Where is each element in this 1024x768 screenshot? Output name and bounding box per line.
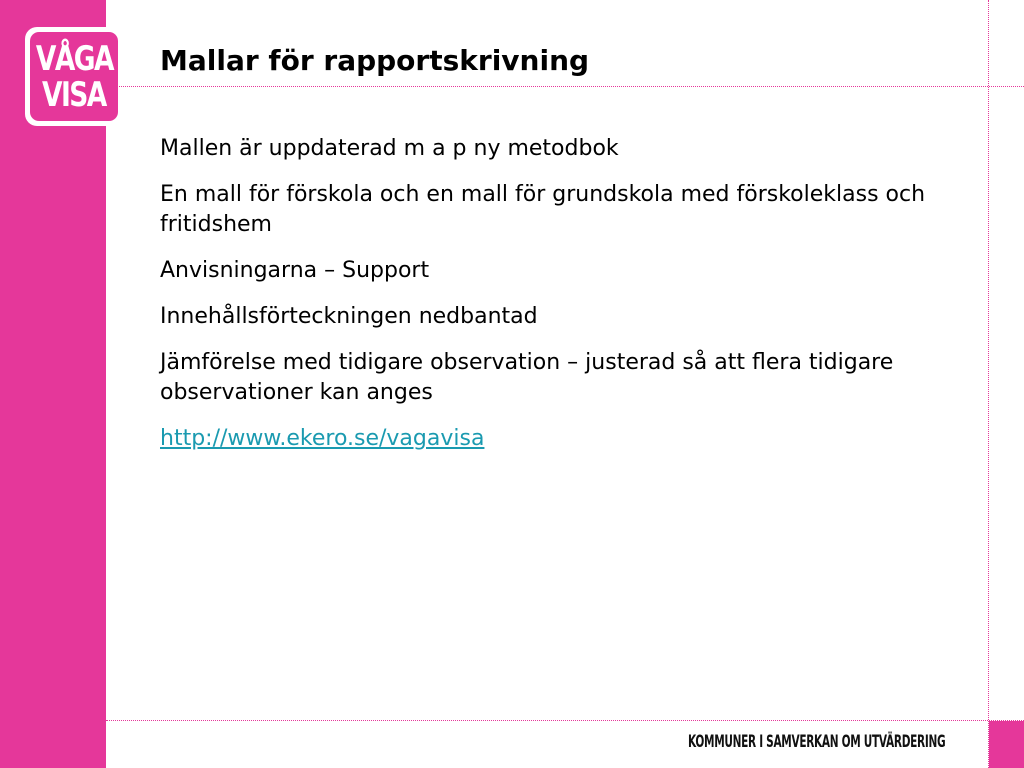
logo-line-1: VÅGA xyxy=(35,38,113,79)
link-paragraph xyxy=(160,424,950,454)
bullet-text: Mallen är uppdaterad m a p ny metodbok xyxy=(160,136,619,161)
top-divider xyxy=(106,86,1024,87)
slide-body xyxy=(160,134,950,470)
bullet-text: Anvisningarna – Support xyxy=(160,258,430,283)
vaga-visa-logo xyxy=(25,27,123,126)
vagavisa-link[interactable]: http://www.ekero.se/vagavisa xyxy=(160,426,485,451)
logo-line-2: VISA xyxy=(42,74,106,115)
bullet-text: En mall för förskola och en mall för grundskola med förskoleklass och fritidshem xyxy=(160,182,926,237)
bullet-text: Jämförelse med tidigare observation – justerad så att flera tidigare observationer kan anges xyxy=(160,350,894,405)
bottom-divider xyxy=(106,720,1024,721)
corner-block xyxy=(989,721,1024,768)
slide-title: Mallar för rapportskrivning xyxy=(160,44,590,77)
footer-tagline: KOMMUNER I SAMVERKAN OM UTVÄRDERING xyxy=(688,732,946,752)
bullet-text: Innehållsförteckningen nedbantad xyxy=(160,304,538,329)
right-divider xyxy=(988,0,989,768)
logo-badge xyxy=(30,32,118,121)
